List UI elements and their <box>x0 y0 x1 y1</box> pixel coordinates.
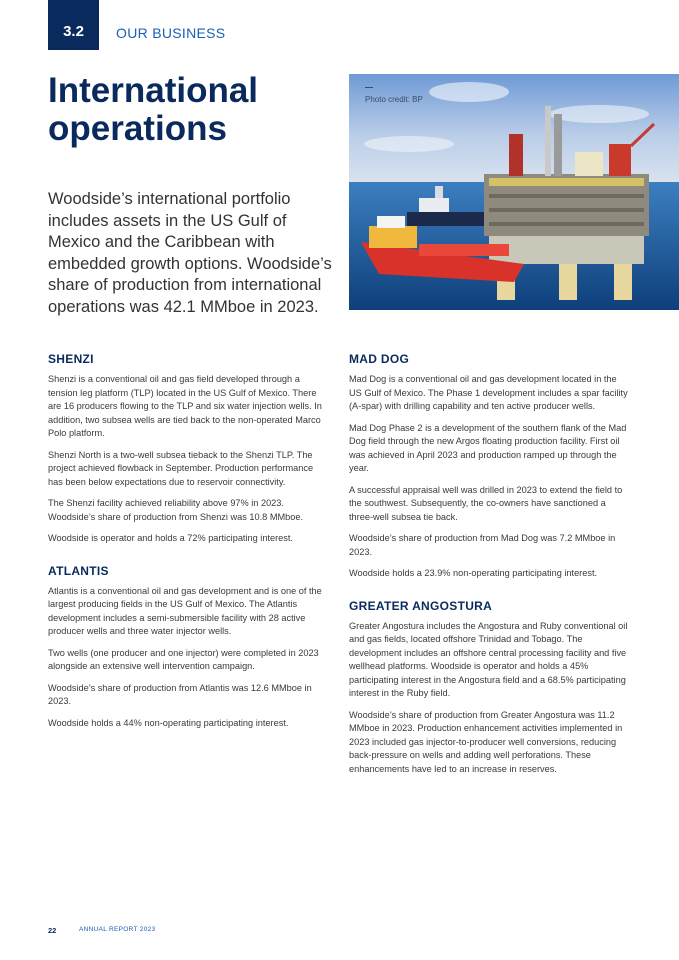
photo-credit: Photo credit: BP <box>365 95 423 104</box>
section-number: 3.2 <box>63 22 84 40</box>
mad-dog-paragraph: Mad Dog is a conventional oil and gas development located in the US Gulf of Mexico. The Phase 1 development includes a spar facility (A-spar) with drilling capability and ten active producer wells. <box>349 374 628 411</box>
greater-angostura-paragraph: Greater Angostura includes the Angostura and Ruby conventional oil and gas fields, located offshore Trinidad and Tobago. The development includes an offshore central processing facility and five wellhead platforms. Woodside is operator and holds a 45% participating interest in the Angostura field and a 68.5% participating interest in the Ruby field. <box>349 620 628 698</box>
atlantis-paragraph: Two wells (one producer and one injector) were completed in 2023 alongside an extensive well intervention campaign. <box>48 647 319 671</box>
atlantis-heading: ATLANTIS <box>48 563 109 578</box>
mad-dog-paragraph: Woodside holds a 23.9% non-operating participating interest. <box>349 568 598 578</box>
atlantis-paragraph: Woodside holds a 44% non-operating participating interest. <box>48 717 289 728</box>
section-name: OUR BUSINESS <box>116 25 226 41</box>
left-column <box>48 352 330 738</box>
shenzi-paragraph: Shenzi is a conventional oil and gas field developed through a tension leg platform (TLP) located in the US Gulf of Mexico. There are 16 producers flowing to the TLP and six water injection wells. In addition, two subsea wells are tied back to the non-operated Marco Polo platform. <box>48 374 322 438</box>
shenzi-heading: SHENZI <box>48 352 94 366</box>
atlantis-paragraph: Woodside’s share of production from Atlantis was 12.6 MMboe in 2023. <box>48 682 312 706</box>
shenzi-paragraph: Woodside is operator and holds a 72% participating interest. <box>48 533 293 543</box>
mad-dog-heading: MAD DOG <box>349 352 410 366</box>
greater-angostura-heading: GREATER ANGOSTURA <box>349 598 493 613</box>
mad-dog-paragraph: Woodside’s share of production from Mad Dog was 7.2 MMboe in 2023. <box>349 533 616 557</box>
shenzi-paragraph: Shenzi North is a two-well subsea tieback to the Shenzi TLP. The project achieved flowback in September. Production performance has been below expectations due to reservoir connectivity. <box>48 449 314 487</box>
report-name: ANNUAL REPORT 2023 <box>79 926 156 933</box>
mad-dog-paragraph: Mad Dog Phase 2 is a development of the southern flank of the Mad Dog field through the new Argos floating production facility. First oil was achieved in April 2023 and production ramped up through the year. <box>349 422 627 473</box>
mad-dog-paragraph: A successful appraisal well was drilled in 2023 to extend the field to the southwest. Subsequently, the co-owners have sanctioned a three-well subsea tie back. <box>349 484 623 522</box>
page-number: 22 <box>48 926 57 935</box>
intro-paragraph: Woodside’s international portfolio includes assets in the US Gulf of Mexico and the Caribbean with embedded growth options. Woodside’s share of production from international operations was 42.1 MMboe in 2023. <box>48 190 332 316</box>
credit-dash <box>365 87 373 88</box>
shenzi-paragraph: The Shenzi facility achieved reliability above 97% in 2023. Woodside’s share of production from Shenzi was 10.8 MMboe. <box>48 498 304 522</box>
page-title: International operations <box>48 71 259 148</box>
right-column <box>349 352 631 784</box>
greater-angostura-paragraph: Woodside’s share of production from Greater Angostura was 11.2 MMboe in 2023. Production enhancement activities implemented in 2023 included gas injector-to-producer well conversions, reducing back-pressure on wells and adding well perforations. These enhancements have led to an increase in reserves. <box>349 709 623 774</box>
section-number-badge <box>48 0 99 50</box>
offshore-platform-photo <box>349 74 679 310</box>
atlantis-paragraph: Atlantis is a conventional oil and gas development and is one of the largest producing fields in the US Gulf of Mexico. The Atlantis development includes a semi-submersible facility with 28 active producer wells and three water injector wells. <box>48 585 322 636</box>
